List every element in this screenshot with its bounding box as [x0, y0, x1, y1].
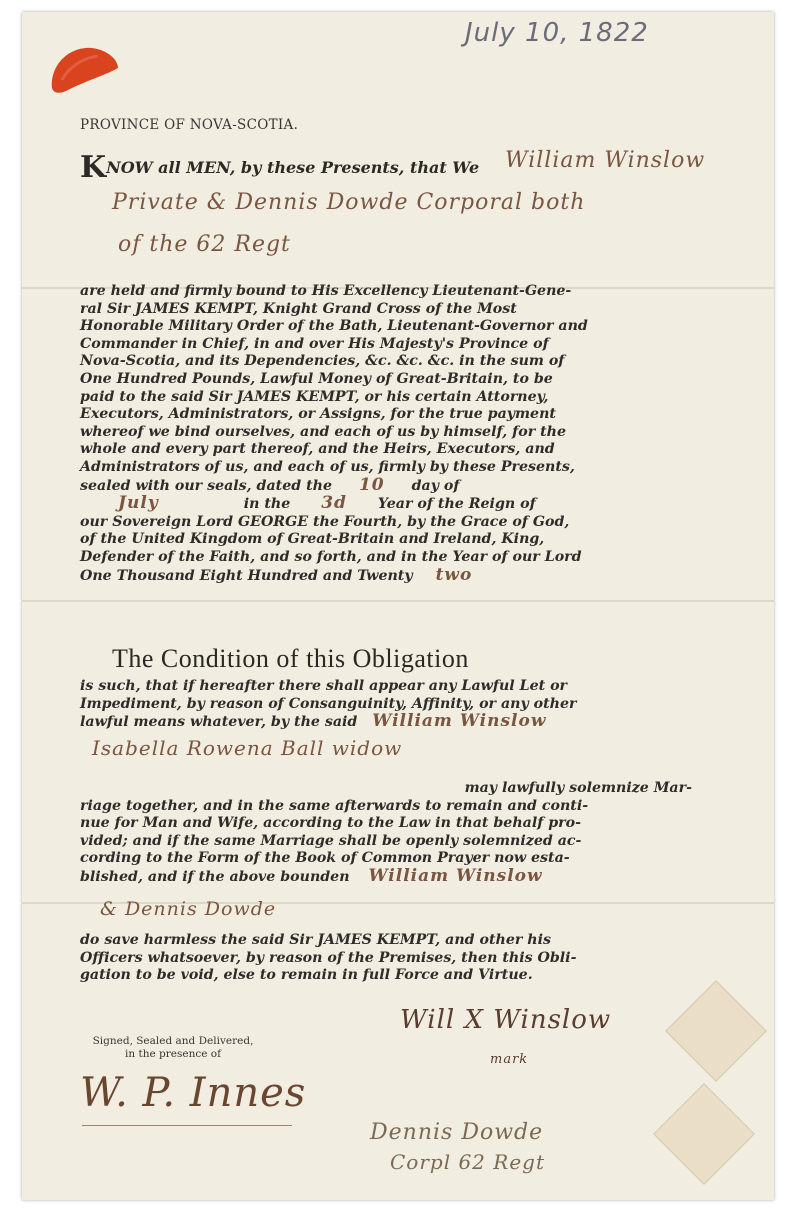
bounden-line [80, 865, 692, 887]
body-line: Defender of the Faith, and so forth, and in the Year of our Lord [80, 548, 582, 565]
opening-line [80, 150, 479, 185]
drop-capital: K [80, 150, 107, 185]
bounden-prefix: blished, and if the above bounden [80, 868, 350, 885]
condition-line: riage together, and in the same afterwards to remain and conti- [80, 797, 589, 814]
handwritten-names-3: of the 62 Regt [118, 232, 291, 257]
by-the-said-line [80, 713, 692, 732]
body-line: Commander in Chief, in and over His Majesty's Province of [80, 335, 549, 352]
condition-line: do save harmless the said Sir JAMES KEMPT, and other his [80, 932, 551, 948]
handwritten-party-1: William Winslow [372, 711, 547, 732]
signature-dowde-rank: Corpl 62 Regt [390, 1150, 546, 1174]
signature-winslow: Will X Winslow [400, 1005, 612, 1035]
bond-body [80, 283, 692, 585]
condition-line: Impediment, by reason of Consanguinity, Affinity, or any other [80, 695, 577, 712]
witness-signature: W. P. Innes [80, 1070, 307, 1116]
fold-line [22, 600, 774, 602]
pencil-date-annotation: July 10, 1822 [465, 18, 649, 48]
province-header: PROVINCE OF NOVA-SCOTIA. [80, 117, 299, 133]
handwritten-day: 10 [358, 474, 385, 495]
condition-line: Officers whatsoever, by reason of the Premises, then this Obli- [80, 949, 577, 966]
body-line: our Sovereign Lord GEORGE the Fourth, by the Grace of God, [80, 513, 570, 530]
body-line: Honorable Military Order of the Bath, Lieutenant-Governor and [80, 318, 588, 335]
year-line [80, 564, 692, 586]
handwritten-regnal-year: 3d [321, 493, 347, 514]
body-line: of the United Kingdom of Great-Britain and Ireland, King, [80, 531, 545, 548]
in-the-text: in the [243, 496, 291, 513]
condition-line: gation to be void, else to remain in full Force and Virtue. [80, 967, 533, 984]
handwritten-party-2: Isabella Rowena Ball widow [92, 736, 403, 760]
signed-line-2: in the presence of [125, 1048, 221, 1060]
body-line: ral Sir JAMES KEMPT, Knight Grand Cross of the Most [80, 300, 517, 317]
witness-underline [82, 1125, 292, 1126]
body-line: One Hundred Pounds, Lawful Money of Great-Britain, to be [80, 370, 553, 387]
condition-line: cording to the Form of the Book of Common Prayer now esta- [80, 850, 570, 867]
handwritten-bounden-2: & Dennis Dowde [100, 898, 277, 920]
opening-text: NOW all MEN, by these Presents, that We [106, 158, 480, 177]
year-text: One Thousand Eight Hundred and Twenty [80, 567, 413, 584]
body-line: paid to the said Sir JAMES KEMPT, or his certain Attorney, [80, 388, 549, 405]
reign-line [80, 495, 692, 514]
body-line: are held and firmly bound to His Excellency Lieutenant-Gene- [80, 283, 572, 299]
body-line: Executors, Administrators, or Assigns, for the true payment [80, 406, 556, 423]
condition-text-3 [80, 932, 692, 985]
signature-mark: mark [490, 1052, 529, 1067]
condition-heading: The Condition of this Obligation [112, 644, 469, 673]
condition-text [80, 678, 692, 732]
wax-seal-icon [48, 40, 120, 98]
sealed-prefix: sealed with our seals, dated the [80, 477, 332, 494]
signed-line-1: Signed, Sealed and Delivered, [92, 1035, 254, 1047]
signed-sealed-delivered [78, 1035, 268, 1061]
handwritten-month: July [118, 493, 159, 514]
handwritten-bounden-1: William Winslow [368, 865, 543, 886]
signature-dowde: Dennis Dowde [370, 1120, 544, 1145]
condition-line: vided; and if the same Marriage shall be openly solemnized ac- [80, 832, 582, 849]
body-line: Administrators of us, and each of us, firmly by these Presents, [80, 458, 575, 475]
condition-line: nue for Man and Wife, according to the Law in that behalf pro- [80, 815, 582, 832]
condition-line: is such, that if hereafter there shall appear any Lawful Let or [80, 678, 568, 694]
handwritten-year-suffix: two [435, 564, 473, 585]
year-of-reign-text: Year of the Reign of [377, 496, 536, 513]
body-line: Nova-Scotia, and its Dependencies, &c. &c. &c. in the sum of [80, 353, 565, 370]
sealed-suffix: day of [411, 477, 460, 494]
handwritten-names-2: Private & Dennis Dowde Corporal both [112, 190, 586, 215]
body-line: whereof we bind ourselves, and each of us by himself, for the [80, 423, 567, 440]
handwritten-names-1: William Winslow [505, 148, 706, 173]
by-the-said-text: lawful means whatever, by the said [80, 714, 358, 731]
condition-line: may lawfully solemnize Mar- [464, 780, 692, 796]
body-line: whole and every part thereof, and the Heirs, Executors, and [80, 441, 555, 458]
condition-text-2 [80, 780, 692, 887]
